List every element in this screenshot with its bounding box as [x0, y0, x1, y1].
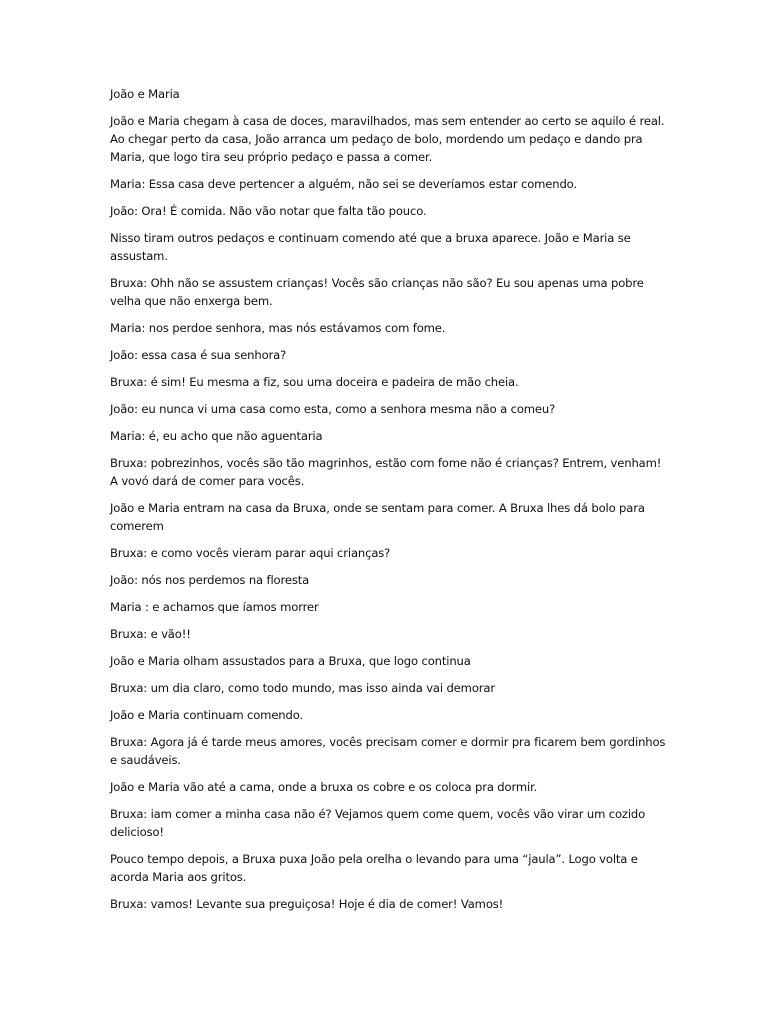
paragraph: Bruxa: um dia claro, como todo mundo, mas isso ainda vai demorar — [110, 681, 495, 695]
paragraph: Nisso tiram outros pedaços e continuam comendo até que a bruxa aparece. João e Maria se assustam. — [110, 231, 631, 263]
paragraph: João e Maria continuam comendo. — [110, 708, 303, 722]
paragraph: Bruxa: Agora já é tarde meus amores, vocês precisam comer e dormir pra ficarem bem gordinhos e saudáveis. — [110, 735, 666, 767]
paragraph: Bruxa: vamos! Levante sua preguiçosa! Hoje é dia de comer! Vamos! — [110, 897, 504, 911]
document-title: João e Maria — [110, 87, 180, 101]
paragraph: João e Maria vão até a cama, onde a bruxa os cobre e os coloca pra dormir. — [110, 780, 538, 794]
paragraph: João: nós nos perdemos na floresta — [110, 573, 310, 587]
paragraph: Bruxa: Ohh não se assustem crianças! Vocês são crianças não são? Eu sou apenas uma pobre velha que não enxerga bem. — [110, 276, 644, 308]
document-body — [110, 85, 670, 922]
paragraph: Bruxa: e vão!! — [110, 627, 191, 641]
paragraph: João e Maria entram na casa da Bruxa, onde se sentam para comer. A Bruxa lhes dá bolo para comerem — [110, 501, 645, 533]
paragraph: Maria: Essa casa deve pertencer a alguém, não sei se deveríamos estar comendo. — [110, 177, 577, 191]
paragraph: Maria: é, eu acho que não aguentaria — [110, 429, 323, 443]
paragraph: Bruxa: e como vocês vieram parar aqui crianças? — [110, 546, 391, 560]
paragraph: Maria: nos perdoe senhora, mas nós estávamos com fome. — [110, 321, 446, 335]
paragraph: Bruxa: iam comer a minha casa não é? Vejamos quem come quem, vocês vão virar um cozido delicioso! — [110, 807, 646, 839]
paragraph: Maria : e achamos que íamos morrer — [110, 600, 319, 614]
paragraph: João e Maria olham assustados para a Bruxa, que logo continua — [110, 654, 471, 668]
paragraph: João: Ora! É comida. Não vão notar que falta tão pouco. — [110, 204, 427, 218]
paragraph: Pouco tempo depois, a Bruxa puxa João pela orelha o levando para uma “jaula”. Logo volta e acorda Maria aos gritos. — [110, 852, 638, 884]
paragraph: João: essa casa é sua senhora? — [110, 348, 287, 362]
paragraph: Bruxa: pobrezinhos, vocês são tão magrinhos, estão com fome não é crianças? Entrem, venham! A vovó dará de comer para vocês. — [110, 456, 662, 488]
paragraph: Bruxa: é sim! Eu mesma a fiz, sou uma doceira e padeira de mão cheia. — [110, 375, 519, 389]
paragraph: João: eu nunca vi uma casa como esta, como a senhora mesma não a comeu? — [110, 402, 556, 416]
paragraph: João e Maria chegam à casa de doces, maravilhados, mas sem entender ao certo se aquilo é real. Ao chegar perto da casa, João arranca um pedaço de bolo, mordendo um pedaço e dando pra Maria, que logo tira seu próprio pedaço e passa a comer. — [110, 114, 665, 164]
